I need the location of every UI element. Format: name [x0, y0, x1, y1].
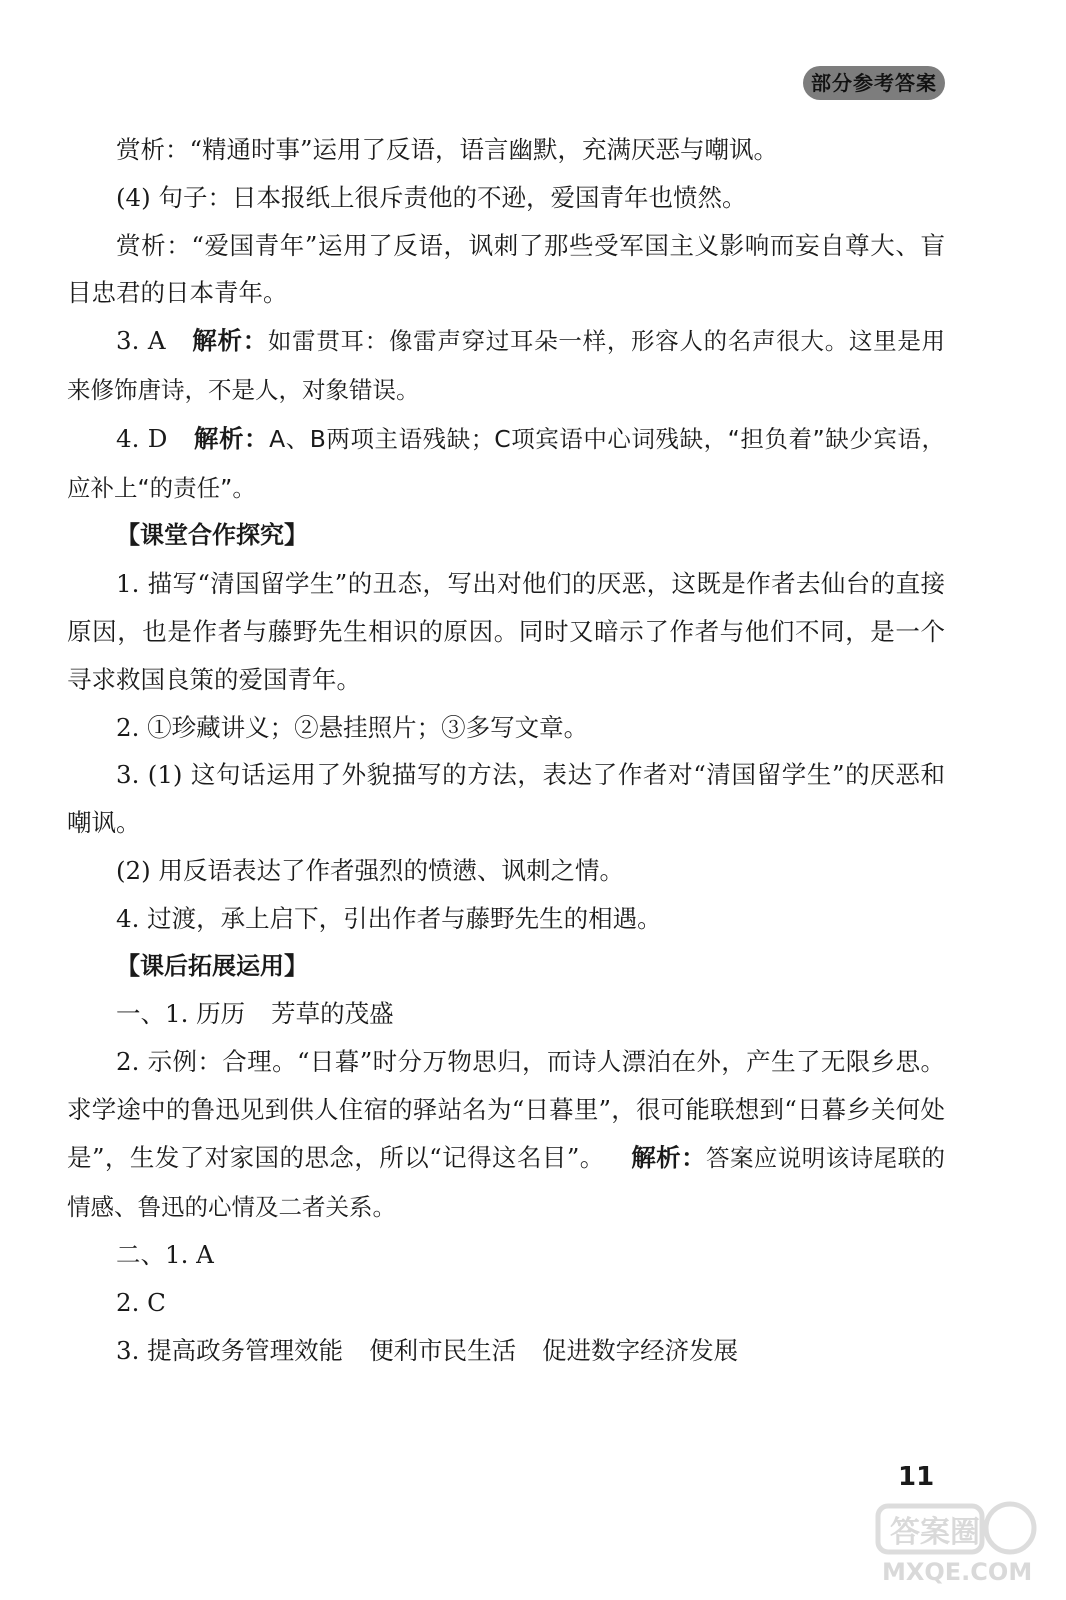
paragraph: (4) 句子：日本报纸上很斥责他的不逊，爱国青年也愤然。 [116, 182, 747, 212]
paragraph: 3. (1) 这句话运用了外貌描写的方法，表达了作者对“清国留学生”的厌恶和嘲讽。 [67, 760, 945, 838]
answer-content [67, 126, 945, 1375]
answer-part: 便利市民生活 [369, 1335, 517, 1365]
watermark-logo-icon [870, 1488, 1060, 1588]
analysis-text: A、B两项主语残缺；C项宾语中心词残缺，“担负着”缺少宾语，应补上“的责任”。 [67, 424, 945, 502]
answer-part: 一、1. 历历 [116, 999, 246, 1029]
watermark-text: MXQE.COM [882, 1558, 1033, 1586]
paragraph: 二、1. A [116, 1240, 214, 1270]
section-heading: 【课堂合作探究】 [116, 521, 308, 550]
answer-part: 促进数字经济发展 [542, 1335, 739, 1365]
analysis-label: 解析： [193, 423, 270, 453]
section-header-tab: 部分参考答案 [803, 66, 945, 100]
paragraph: 4. 过渡，承上启下，引出作者与藤野先生的相遇。 [116, 903, 662, 933]
section-heading: 【课后拓展运用】 [116, 951, 308, 980]
answer-part: 芳草的茂盛 [271, 999, 394, 1029]
analysis-label: 解析： [630, 1142, 707, 1172]
paragraph: 2. ①珍藏讲义；②悬挂照片；③多写文章。 [116, 712, 589, 742]
paragraph [67, 990, 945, 1038]
paragraph: 2. C [116, 1288, 166, 1318]
answer-text: 2. 示例：合理。“日暮”时分万物思归，而诗人漂泊在外，产生了无限乡思。求学途中的鲁迅见到供人住宿的驿站名为“日暮里”，很可能联想到“日暮乡关何处是”，生发了对家国的思念，所以“记得这名目”。 [67, 1047, 945, 1172]
page-number: 11 [898, 1462, 935, 1492]
analysis-text: 如雷贯耳：像雷声穿过耳朵一样，形容人的名声很大。这里是用来修饰唐诗，不是人，对象错误。 [67, 327, 946, 404]
paragraph: (2) 用反语表达了作者强烈的愤懑、讽刺之情。 [116, 855, 624, 885]
analysis-label: 解析： [191, 326, 268, 356]
analysis-text: 答案应说明该诗尾联的情感、鲁迅的心情及二者关系。 [67, 1143, 946, 1221]
question-number: 4. D [116, 423, 168, 453]
paragraph [67, 415, 945, 513]
paragraph [67, 1038, 945, 1231]
question-number: 3. A [116, 326, 166, 356]
watermark-logo-text: 答案圈 [890, 1515, 980, 1550]
paragraph: 赏析：“精通时事”运用了反语，语言幽默，充满厌恶与嘲讽。 [116, 135, 779, 164]
paragraph [67, 317, 945, 415]
paragraph: 赏析：“爱国青年”运用了反语，讽刺了那些受军国主义影响而妄自尊大、盲目忠君的日本青年。 [67, 230, 945, 308]
answer-part: 3. 提高政务管理效能 [116, 1335, 344, 1365]
paragraph: 1. 描写“清国留学生”的丑态，写出对他们的厌恶，这既是作者去仙台的直接原因，也是作者与藤野先生相识的原因。同时又暗示了作者与他们不同，是一个寻求救国良策的爱国青年。 [67, 569, 945, 694]
paragraph [67, 1327, 945, 1375]
